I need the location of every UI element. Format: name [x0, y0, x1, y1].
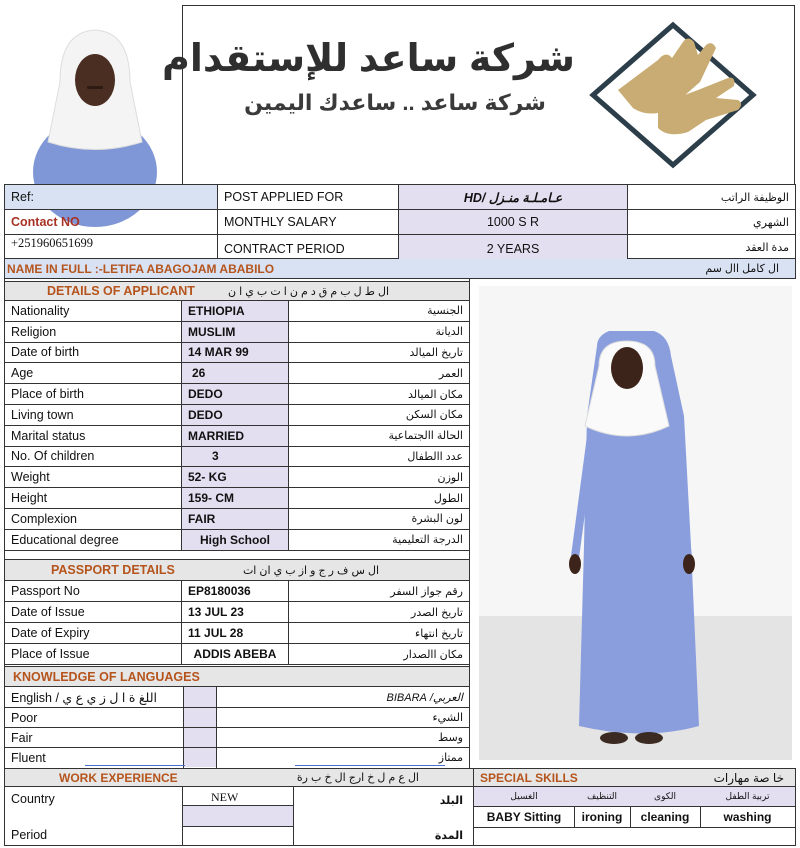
applicant-field-label-ar: الحالة االجتماعية: [388, 430, 463, 443]
applicant-field-label: Marital status: [11, 428, 86, 443]
arabic-label: العربي/ BIBARA: [386, 691, 463, 704]
company-slogan-ar: شركة ساعد .. ساعدك اليمين: [244, 90, 546, 115]
special-skills-title-ar: خا صة مهارات: [713, 770, 784, 785]
applicant-field-label-ar: تاريخ الميالد: [409, 346, 463, 359]
applicant-field-label: Place of birth: [11, 387, 84, 402]
period-label: Period: [11, 828, 48, 842]
languages-section-title: KNOWLEDGE OF LANGUAGES: [13, 669, 200, 684]
skill-item: BABY Sitting: [486, 809, 562, 824]
country-label: Country: [11, 792, 55, 806]
applicant-row: [5, 530, 469, 551]
country-value: NEW: [211, 789, 239, 804]
passport-row: [5, 623, 469, 644]
contract-period-label-ar: مدة العقد: [745, 241, 789, 254]
passport-field-value: ADDIS ABEBA: [193, 647, 277, 661]
applicant-field-value: High School: [182, 530, 288, 550]
skill-item: ironing: [581, 809, 623, 824]
passport-field-value: EP8180036: [188, 584, 251, 598]
applicant-field-label: No. Of children: [11, 449, 95, 464]
work-experience-section: [4, 768, 474, 846]
full-name-label-ar: ال كامل اال سم: [705, 263, 779, 275]
applicant-field-value: 14 MAR 99: [182, 343, 288, 363]
applicant-field-value: MUSLIM: [182, 322, 288, 342]
language-level-label: Fluent: [11, 750, 46, 765]
applicant-row: [5, 467, 469, 488]
english-label: English / اللغ ة ا ل ز ي ع ي: [11, 690, 157, 705]
passport-field-value: 11 JUL 28: [188, 626, 244, 640]
top-info-table: [4, 184, 796, 259]
applicant-field-label: Age: [11, 366, 34, 381]
special-skills-title: SPECIAL SKILLS: [480, 770, 578, 785]
applicant-field-value: ETHIOPIA: [182, 301, 288, 321]
applicant-field-value: DEDO: [182, 384, 288, 404]
applicant-field-value: MARRIED: [182, 426, 288, 446]
skill-item: washing: [723, 809, 772, 824]
header-area: [0, 0, 800, 184]
special-skills-section: [474, 768, 796, 846]
applicant-field-label-ar: العمر: [438, 367, 463, 380]
passport-section-title: PASSPORT DETAILS: [51, 563, 175, 577]
applicant-row: [5, 488, 469, 509]
passport-section-header: [5, 559, 469, 581]
applicant-row: [5, 322, 469, 343]
applicant-field-value: 3: [182, 447, 288, 467]
applicant-field-label-ar: الطول: [433, 492, 463, 505]
applicant-field-label-ar: مكان الميالد: [407, 388, 463, 401]
passport-field-label: Date of Expiry: [11, 626, 90, 640]
work-experience-title: WORK EXPERIENCE: [59, 770, 178, 785]
passport-field-label: Place of Issue: [11, 647, 90, 661]
applicant-field-label: Complexion: [11, 511, 78, 526]
applicant-field-label-ar: عدد االطفال: [407, 450, 463, 463]
passport-section-title-ar: ال س ف ر ج و از ب ي ان ات: [242, 564, 379, 577]
country-label-ar: البلد: [439, 794, 463, 807]
passport-field-label-ar: تاريخ الصدر: [411, 606, 463, 619]
ref-label: Ref:: [5, 185, 217, 209]
full-name-row: [4, 259, 796, 279]
applicant-row: [5, 301, 469, 322]
passport-row: [5, 602, 469, 623]
applicant-row: [5, 509, 469, 530]
passport-row: [5, 644, 469, 665]
language-level-label: Fair: [11, 730, 33, 745]
portrait-photo-small: [30, 22, 160, 182]
applicant-row: [5, 447, 469, 468]
post-applied-label: POST APPLIED FOR: [224, 190, 344, 204]
language-level-label-ar: الشيء: [432, 712, 463, 724]
applicant-row: [5, 343, 469, 364]
period-label-ar: المدة: [434, 829, 463, 842]
passport-field-label: Date of Issue: [11, 605, 85, 619]
full-name-label: NAME IN FULL :-LETIFA ABAGOJAM ABABILO: [7, 261, 275, 276]
skill-header-ar: تربية الطفل: [725, 791, 770, 801]
applicant-field-label: Religion: [11, 324, 57, 339]
applicant-field-label: Nationality: [11, 303, 70, 318]
full-body-photo: [479, 286, 792, 760]
applicant-field-label-ar: الدرجة التعليمية: [392, 534, 463, 547]
language-level-label-ar: وسط: [438, 732, 463, 744]
passport-field-label-ar: مكان االصدار: [403, 648, 463, 661]
monthly-salary-label: MONTHLY SALARY: [224, 215, 337, 229]
language-level-row: [5, 728, 469, 748]
applicant-field-value: FAIR: [182, 509, 288, 529]
work-experience-title-ar: ال ع م ل خ ارج ال خ ب رة: [296, 772, 419, 784]
applicant-section-title: DETAILS OF APPLICANT: [47, 284, 195, 298]
skill-header-ar: التنظيف: [586, 791, 618, 801]
language-level-english-cell: [184, 708, 216, 727]
skill-header-ar: الكوى: [654, 791, 676, 801]
applicant-row: [5, 405, 469, 426]
applicant-field-value: 159- CM: [182, 488, 288, 508]
language-header-row: [5, 687, 469, 708]
skill-header-ar: الغسيل: [510, 791, 538, 801]
applicant-field-label-ar: الديانة: [435, 326, 463, 339]
details-table: [4, 279, 470, 769]
applicant-field-label: Educational degree: [11, 532, 119, 547]
passport-field-label: Passport No: [11, 584, 80, 598]
applicant-field-label-ar: مكان السكن: [405, 409, 463, 422]
contract-period-value: 2 YEARS: [399, 235, 627, 259]
passport-field-value: 13 JUL 23: [188, 605, 244, 619]
applicant-field-label-ar: لون البشرة: [411, 513, 463, 526]
applicant-field-label-ar: الوزن: [437, 471, 463, 484]
language-level-row: [5, 708, 469, 728]
applicant-field-label-ar: الجنسية: [427, 305, 463, 318]
applicant-section-title-ar: ال ط ل ب م ق د م ن ا ت ب ي ا ن: [228, 285, 389, 298]
applicant-field-label: Living town: [11, 407, 74, 422]
applicant-field-label: Height: [11, 491, 48, 506]
monthly-salary-value: 1000 S R: [399, 210, 627, 234]
applicant-field-label: Weight: [11, 470, 50, 485]
company-name-ar: شركة ساعد للإستقدام: [162, 38, 575, 80]
post-applied-value: HD/ عـامـلـة منـزل: [399, 185, 627, 209]
contract-period-label: CONTRACT PERIOD: [224, 242, 345, 256]
monthly-salary-label-ar: الشهري: [753, 216, 789, 229]
passport-field-label-ar: تاريخ انتهاء: [415, 627, 463, 640]
hands-logo-icon: [588, 20, 758, 170]
contact-label: Contact NO: [11, 215, 80, 229]
skill-item: cleaning: [640, 809, 690, 824]
language-level-label-ar: ممتاز: [438, 752, 463, 764]
applicant-field-label: Date of birth: [11, 345, 80, 360]
passport-row: [5, 581, 469, 602]
applicant-row: [5, 384, 469, 405]
applicant-row: [5, 363, 469, 384]
passport-field-label-ar: رقم جواز السفر: [390, 585, 463, 598]
post-applied-label-ar: الوظيفة الراتب: [720, 191, 789, 204]
language-level-english-cell: [184, 748, 216, 767]
language-level-row: [5, 748, 469, 768]
contact-value: +251960651699: [11, 236, 94, 250]
applicant-field-value: 52- KG: [182, 467, 288, 487]
applicant-section-header: [5, 281, 469, 301]
applicant-field-value: 26: [182, 363, 288, 383]
applicant-row: [5, 426, 469, 447]
languages-section-header: [5, 666, 469, 687]
language-level-english-cell: [184, 728, 216, 747]
language-level-label: Poor: [11, 710, 38, 725]
applicant-field-value: DEDO: [182, 405, 288, 425]
